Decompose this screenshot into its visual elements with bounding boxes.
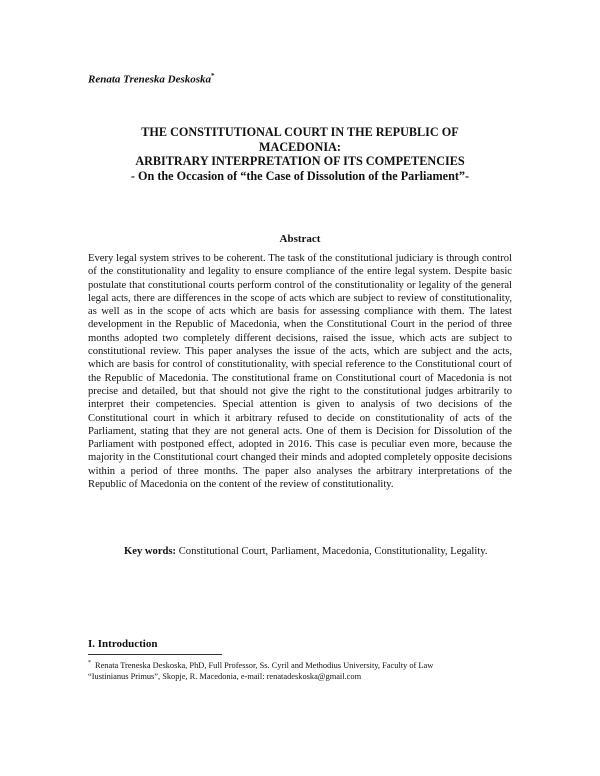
keywords-text: Constitutional Court, Parliament, Macedonia, Constitutionality, Legality. [176, 546, 488, 557]
footnote-divider [88, 654, 222, 655]
title-line-2: MACEDONIA: [259, 139, 341, 154]
abstract-body: Every legal system strives to be coherent. The task of the constitutional judiciary is through control of the constitutionality and legality to ensure compliance of the entire legal system. Despite basic postulate that constitutional courts perform control of the constitutionality or legality of the general legal acts, there are differences in the scope of acts which are subject to review of constitutionality, as well as in the scope of acts which are basis for assessing compliance with them. The latest development in the Republic of Macedonia, when the Constitutional Court in the period of three months adopted two completely different decisions, raised the issue, which acts are subject to constitutional review. This paper analyses the issue of the acts, which are subject and the acts, which are basis for control of constitutionality, with special reference to the Constitutional court of the Republic of Macedonia. The constitutional frame on Constitutional court of Macedonia is not precise and detailed, but that should not give the right to the constitutional judges arbitrarily to interpret their competencies. Special attention is given to analysis of two decisions of the Constitutional court in which it arbitrary refused to decide on constitutionality of acts of the Parliament, stating that they are not general acts. One of them is Decision for Dissolution of the Parliament with postponed effect, adopted in 2016. This case is peculiar even more, because the majority in the Constitutional court changed their minds and adopted completely opposite decisions within a period of three months. The paper also analyses the arbitrary interpretations of the Republic of Macedonia on the content of the review of constitutionality. [88, 253, 512, 491]
abstract-heading: Abstract [279, 233, 321, 245]
author-footnote-marker: * [211, 72, 215, 80]
footnote-marker: * [88, 660, 91, 666]
footnote-line-2: “Iustinianus Primus”, Skopje, R. Macedonia, e-mail: renatadeskoska@gmail.com [88, 671, 362, 681]
paper-title [88, 125, 512, 183]
title-line-3: ARBITRARY INTERPRETATION OF ITS COMPETENCIES [135, 154, 465, 168]
author-name: Renata Treneska Deskoska* [88, 72, 215, 86]
keywords-label: Key words: [124, 546, 177, 557]
keywords [88, 545, 512, 558]
title-line-4: - On the Occasion of “the Case of Dissolution of the Parliament”- [130, 168, 470, 183]
footnote-line-1: * Renata Treneska Deskoska, PhD, Full Professor, Ss. Cyril and Methodius University, Faculty of Law [88, 660, 434, 670]
title-line-1: THE CONSTITUTIONAL COURT IN THE REPUBLIC OF [141, 125, 459, 139]
footnote [88, 658, 512, 682]
section-heading-introduction: I. Introduction [88, 638, 158, 650]
